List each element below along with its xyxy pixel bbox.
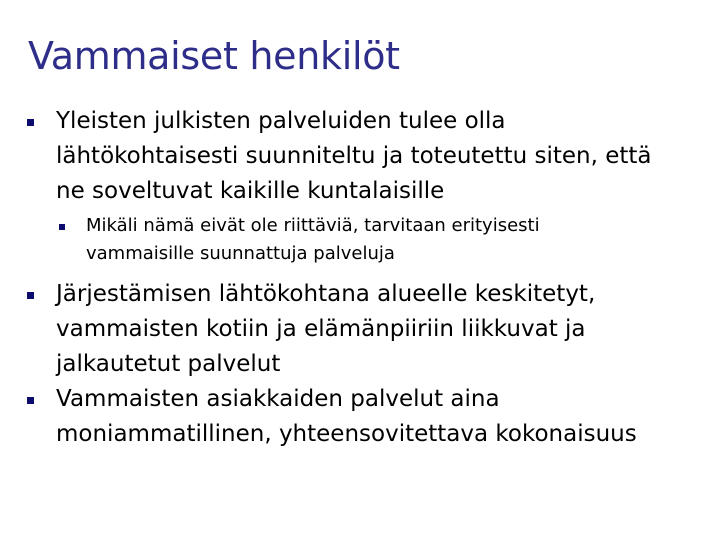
slide-title: Vammaiset henkilöt	[28, 34, 400, 78]
bullet-text: Yleisten julkisten palveluiden tulee olla lähtökohtaisesti suunniteltu ja toteutettu siten, että ne soveltuvat kaikille kuntalaisille	[56, 108, 652, 204]
bullet-text: Vammaisten asiakkaiden palvelut aina moniammatillinen, yhteensovitettava kokonaisuus	[56, 386, 637, 447]
sub-bullet-text: Mikäli nämä eivät ole riittäviä, tarvitaan erityisesti vammaisille suunnattuja palveluja	[86, 215, 540, 264]
square-bullet-icon	[27, 292, 34, 299]
square-bullet-icon	[27, 397, 34, 404]
square-bullet-icon	[59, 224, 65, 230]
square-bullet-icon	[27, 119, 34, 126]
bullet-text: Järjestämisen lähtökohtana alueelle keskitetyt, vammaisten kotiin ja elämänpiiriin liikkuvat ja jalkautetut palvelut	[56, 281, 596, 377]
